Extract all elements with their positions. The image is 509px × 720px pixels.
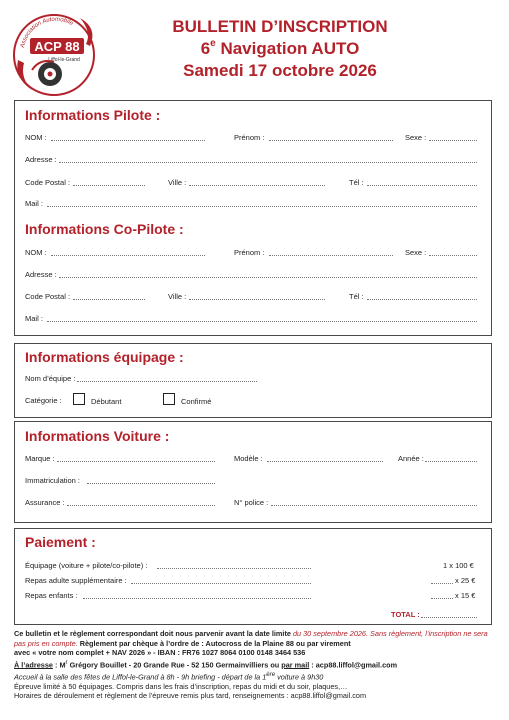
pilote-ville-label: Ville : [168, 178, 187, 187]
page-subtitle: 6e Navigation AUTO [200, 38, 360, 58]
logo-arc-text: Association Automobile [20, 16, 74, 49]
logo-graphic [10, 8, 102, 100]
footer-line-deadline: Ce bulletin et le règlement correspondant doit nous parvenir avant la date limite du 30 septembre 2026. Sans règlement, l’inscription ne sera pas pris en compte. Règlement par chèque à l’ordre de : Autocross de la Plaine 88 ou par virement [14, 629, 488, 648]
footer-line-limit: Épreuve limité à 50 équipages. Compris dans les frais d’inscription, repas du midi et du soir, plaques,… [14, 681, 348, 691]
modele-label: Modèle : [234, 454, 263, 463]
copilote-mail-field[interactable] [47, 321, 477, 322]
nom-equipe-field[interactable] [77, 381, 257, 382]
immatriculation-field[interactable] [87, 483, 215, 484]
voiture-title: Informations Voiture : [25, 428, 170, 444]
copilote-prenom-label: Prénom : [234, 248, 265, 257]
footer-line-contact: Horaires de déroulement et règlement de l’épreuve remis plus tard, renseignements : acp88.liffol@gmail.com [14, 691, 367, 701]
deadline-warning: du 30 septembre 2026. Sans règlement, l’inscription ne sera pas pris en compte. [14, 629, 488, 648]
pilote-mail-field[interactable] [47, 206, 477, 207]
pilote-code-postal-label: Code Postal : [25, 178, 71, 187]
modele-field[interactable] [267, 461, 383, 462]
pilote-tel-field[interactable] [367, 185, 477, 186]
paiement-equipage-label: Équipage (voiture + pilote/co-pilote) : [25, 561, 148, 570]
acp88-logo [10, 8, 102, 100]
event-date: Samedi 17 octobre 2026 [183, 61, 377, 80]
section-pilote-copilote [14, 100, 492, 336]
categorie-label: Catégorie : [25, 396, 62, 405]
copilote-sexe-label: Sexe : [405, 248, 427, 257]
copilote-ville-field[interactable] [189, 299, 325, 300]
police-field[interactable] [271, 505, 477, 506]
paiement-equipage-dots [157, 568, 311, 569]
repas-adulte-label: Repas adulte supplémentaire : [25, 576, 127, 585]
pilote-code-postal-field[interactable] [73, 185, 145, 186]
annee-field[interactable] [425, 461, 477, 462]
pilote-nom-label: NOM : [25, 133, 47, 142]
marque-label: Marque : [25, 454, 55, 463]
copilote-title: Informations Co-Pilote : [25, 221, 184, 237]
copilote-prenom-field[interactable] [269, 255, 393, 256]
repas-enfants-qty-field[interactable] [431, 598, 453, 599]
copilote-nom-label: NOM : [25, 248, 47, 257]
footer-line-address: À l’adresse : $M^r$ Grégory Bouillet - 20 Grande Rue - 52 150 Germainvilliers ou par mail : acp88.liffol@gmail.com [14, 658, 398, 670]
total-label: TOTAL : [391, 610, 420, 619]
pilote-sexe-field[interactable] [429, 140, 477, 141]
copilote-tel-label: Tél : [349, 292, 364, 301]
copilote-ville-label: Ville : [168, 292, 187, 301]
pilote-adresse-field[interactable] [59, 162, 477, 163]
copilote-mail-label: Mail : [25, 314, 43, 323]
footer-line-iban: avec « votre nom complet + NAV 2026 » - IBAN : FR76 1027 8064 0100 0148 3464 536 [14, 648, 306, 658]
debutant-label: Débutant [91, 397, 122, 406]
logo-sub-text: Liffol-le-Grand [48, 57, 80, 63]
copilote-adresse-field[interactable] [59, 277, 477, 278]
repas-enfants-price: x 15 € [455, 591, 476, 600]
repas-enfants-label: Repas enfants : [25, 591, 78, 600]
assurance-label: Assurance : [25, 498, 65, 507]
confirme-label: Confirmé [181, 397, 212, 406]
pilote-adresse-label: Adresse : [25, 155, 57, 164]
pilote-prenom-label: Prénom : [234, 133, 265, 142]
total-field[interactable] [421, 617, 477, 618]
pilote-prenom-field[interactable] [269, 140, 393, 141]
logo-name: ACP 88 [34, 39, 80, 54]
footer-info [14, 629, 496, 701]
copilote-sexe-field[interactable] [429, 255, 477, 256]
confirme-checkbox[interactable] [163, 393, 175, 405]
copilote-tel-field[interactable] [367, 299, 477, 300]
immatriculation-label: Immatriculation : [25, 476, 81, 485]
copilote-adresse-label: Adresse : [25, 270, 57, 279]
section-equipage [14, 343, 492, 418]
annee-label: Année : [398, 454, 424, 463]
pilote-ville-field[interactable] [189, 185, 325, 186]
assurance-field[interactable] [67, 505, 215, 506]
marque-field[interactable] [57, 461, 215, 462]
footer-line-schedule: Accueil à la salle des fêtes de Liffol-le-Grand à 8h - 9h briefing - départ de la 1ère voiture à 9h30 [14, 670, 324, 682]
paiement-title: Paiement : [25, 534, 96, 550]
section-voiture [14, 421, 492, 523]
page-title: BULLETIN D’INSCRIPTION [172, 17, 388, 36]
police-label: N° police : [234, 498, 269, 507]
debutant-checkbox[interactable] [73, 393, 85, 405]
repas-adulte-price: x 25 € [455, 576, 476, 585]
copilote-code-postal-label: Code Postal : [25, 292, 71, 301]
paiement-equipage-price: 1 x 100 € [443, 561, 474, 570]
copilote-nom-field[interactable] [51, 255, 205, 256]
section-paiement [14, 528, 492, 625]
equipage-title: Informations équipage : [25, 349, 184, 365]
repas-adulte-dots [131, 583, 311, 584]
page-header [150, 16, 410, 82]
pilote-title: Informations Pilote : [25, 107, 161, 123]
nom-equipe-label: Nom d’équipe : [25, 374, 76, 383]
pilote-sexe-label: Sexe : [405, 133, 427, 142]
pilote-tel-label: Tél : [349, 178, 364, 187]
pilote-nom-field[interactable] [51, 140, 205, 141]
repas-enfants-dots [83, 598, 311, 599]
copilote-code-postal-field[interactable] [73, 299, 145, 300]
pilote-mail-label: Mail : [25, 199, 43, 208]
repas-adulte-qty-field[interactable] [431, 583, 453, 584]
